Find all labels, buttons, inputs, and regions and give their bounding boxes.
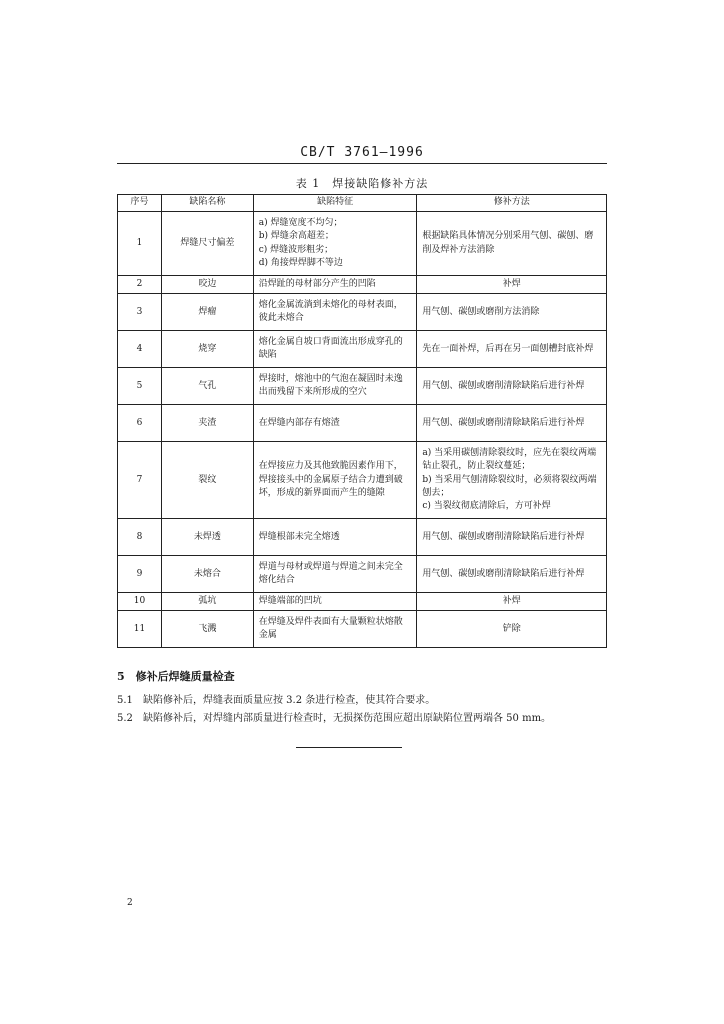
repair-method: 用气刨、碳刨或磨削清除缺陷后进行补焊: [417, 556, 607, 593]
table-header-row: [118, 195, 607, 212]
column-header: 缺陷特征: [253, 195, 417, 212]
table-row: [118, 519, 607, 556]
clause-5-1: [117, 691, 435, 706]
table-row: [118, 368, 607, 405]
section-heading: 5 修补后焊缝质量检查: [117, 670, 235, 683]
row-number: 5: [118, 368, 162, 405]
table-row: [118, 294, 607, 331]
repair-method: 用气刨、碳刨或磨削方法消除: [417, 294, 607, 331]
method-line: c) 当裂纹彻底清除后，方可补焊: [422, 500, 551, 511]
clause-number: 5.1: [117, 695, 133, 706]
column-header: 缺陷名称: [161, 195, 253, 212]
method-line: a) 当采用碳刨清除裂纹时，应先在裂纹两端钻止裂孔，防止裂纹蔓延；: [422, 448, 597, 472]
defect-name: 焊瘤: [161, 294, 253, 331]
defect-feature: 熔化金属自坡口背面流出形成穿孔的缺陷: [253, 331, 417, 368]
repair-method: 先在一面补焊，后再在另一面刨槽封底补焊: [417, 331, 607, 368]
defect-name: 气孔: [161, 368, 253, 405]
table-row: [118, 331, 607, 368]
document-code: CB/T 3761—1996: [300, 145, 424, 160]
defect-feature: 在焊缝及焊件表面有大量颗粒状熔散金属: [253, 611, 417, 648]
row-number: 10: [118, 593, 162, 611]
row-number: 2: [118, 276, 162, 294]
clause-5-2: [117, 709, 551, 724]
defect-name: 未熔合: [161, 556, 253, 593]
defect-name: 弧坑: [161, 593, 253, 611]
row-number: 4: [118, 331, 162, 368]
repair-method: 用气刨、碳刨或磨削清除缺陷后进行补焊: [417, 519, 607, 556]
defect-feature: 熔化金属流淌到未熔化的母材表面，彼此未熔合: [253, 294, 417, 331]
defect-feature: 焊缝根部未完全熔透: [253, 519, 417, 556]
row-number: 1: [118, 212, 162, 276]
feature-line: d) 角接焊焊脚不等边: [258, 257, 343, 268]
defect-name: 未焊透: [161, 519, 253, 556]
table-row: [118, 593, 607, 611]
end-rule: [296, 747, 402, 748]
clause-number: 5.2: [117, 713, 133, 724]
defect-name: 夹渣: [161, 405, 253, 442]
defect-feature: 沿焊趾的母材部分产生的凹陷: [253, 276, 417, 294]
defect-feature: 焊缝端部的凹坑: [253, 593, 417, 611]
clause-text: 缺陷修补后，焊缝表面质量应按 3.2 条进行检查，使其符合要求。: [143, 695, 436, 706]
defect-feature: 在焊缝内部存有熔渣: [253, 405, 417, 442]
feature-line: b) 焊缝余高超差；: [258, 231, 334, 242]
feature-line: a) 焊缝宽度不均匀；: [258, 218, 343, 229]
repair-method: 补焊: [417, 593, 607, 611]
table-row: [118, 611, 607, 648]
table-row: [118, 212, 607, 276]
row-number: 11: [118, 611, 162, 648]
defect-feature: 焊接时，熔池中的气泡在凝固时未逸出而残留下来所形成的空穴: [253, 368, 417, 405]
defect-feature: [253, 212, 417, 276]
defect-name: 飞溅: [161, 611, 253, 648]
row-number: 8: [118, 519, 162, 556]
defect-feature: 焊道与母材或焊道与焊道之间未完全熔化结合: [253, 556, 417, 593]
table-row: [118, 556, 607, 593]
row-number: 3: [118, 294, 162, 331]
clause-text: 缺陷修补后，对焊缝内部质量进行检查时，无损探伤范围应超出原缺陷位置两端各 50 mm。: [143, 713, 552, 724]
page-number: 2: [127, 898, 133, 908]
defect-repair-table: [117, 194, 607, 648]
row-number: 9: [118, 556, 162, 593]
table-title: 表 1 焊接缺陷修补方法: [295, 177, 429, 190]
table-row: [118, 442, 607, 519]
repair-method: 用气刨、碳刨或磨削清除缺陷后进行补焊: [417, 368, 607, 405]
repair-method: 铲除: [417, 611, 607, 648]
row-number: 6: [118, 405, 162, 442]
table-row: [118, 405, 607, 442]
repair-method: 补焊: [417, 276, 607, 294]
column-header: 序号: [118, 195, 162, 212]
table-row: [118, 276, 607, 294]
defect-name: 咬边: [161, 276, 253, 294]
method-line: b) 当采用气刨清除裂纹时，必须将裂纹两端刨去；: [422, 474, 597, 498]
column-header: 修补方法: [417, 195, 607, 212]
header-rule: [117, 163, 607, 164]
repair-method: 根据缺陷具体情况分别采用气刨、碳刨、磨削及焊补方法消除: [417, 212, 607, 276]
repair-method: 用气刨、碳刨或磨削清除缺陷后进行补焊: [417, 405, 607, 442]
feature-line: c) 焊缝波形粗劣；: [258, 244, 334, 255]
defect-feature: 在焊接应力及其他致脆因素作用下，焊接接头中的金属原子结合力遭到破坏，形成的新界面而产生的缝隙: [253, 442, 417, 519]
repair-method: [417, 442, 607, 519]
defect-name: 裂纹: [161, 442, 253, 519]
defect-name: 烧穿: [161, 331, 253, 368]
row-number: 7: [118, 442, 162, 519]
defect-name: 焊缝尺寸偏差: [161, 212, 253, 276]
